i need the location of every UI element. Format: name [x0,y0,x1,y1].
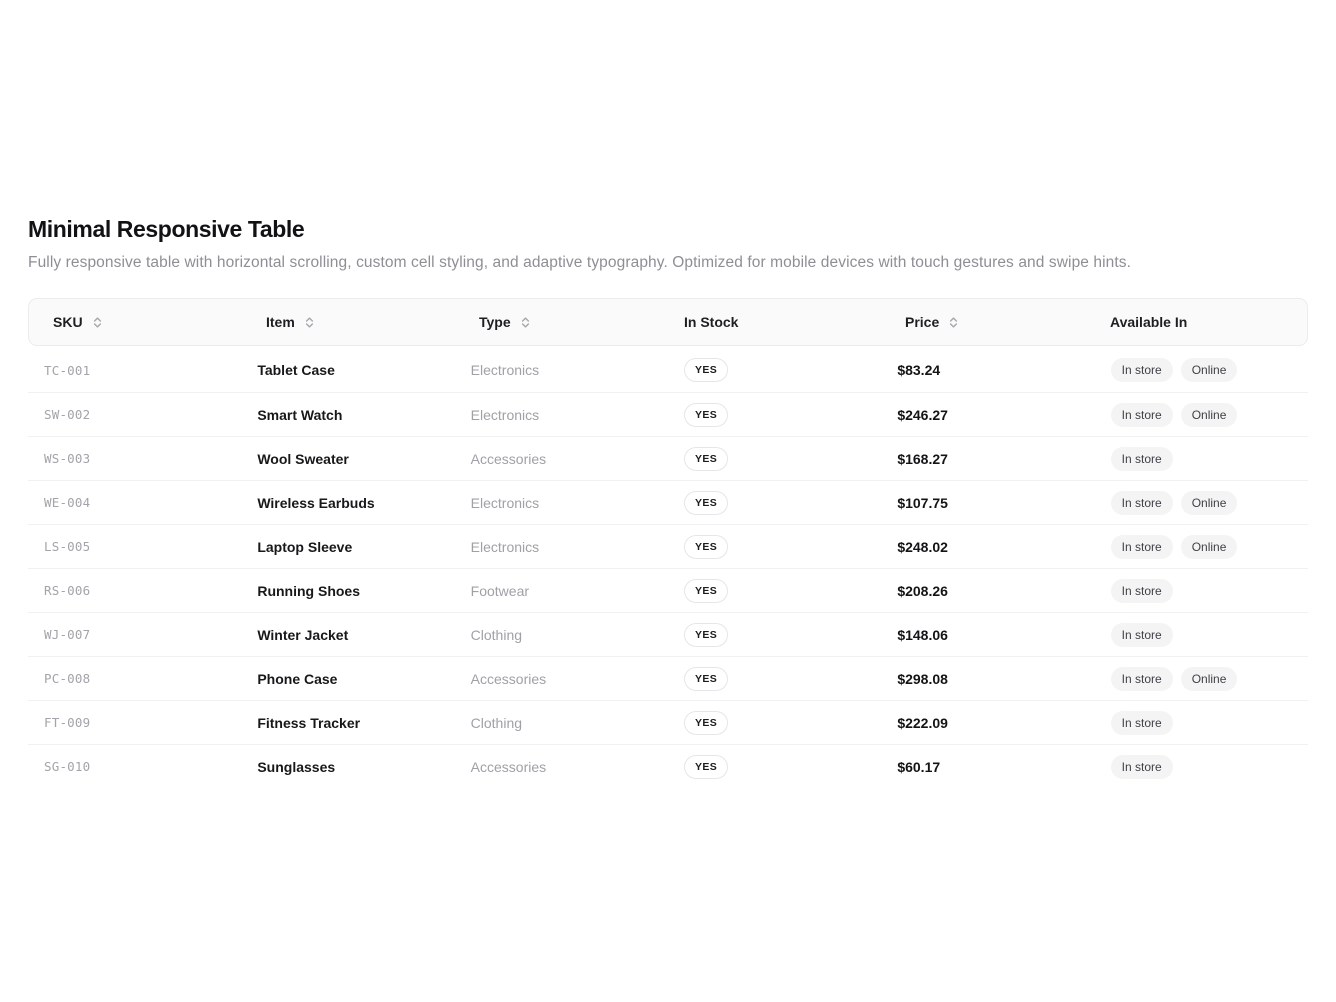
in-stock-badge: YES [684,711,728,735]
cell-in-stock [668,535,881,559]
table-row [28,524,1308,568]
cell-type: Clothing [470,714,523,731]
availability-badge: Online [1181,535,1238,559]
availability-badge: Online [1181,403,1238,427]
cell-item: Running Shoes [257,582,360,599]
availability-badge-group [1111,579,1173,603]
availability-badge: In store [1111,667,1173,691]
cell-in-stock [668,358,881,382]
cell-item: Laptop Sleeve [257,538,353,555]
column-header-price [881,314,1094,330]
cell-item: Smart Watch [257,406,343,423]
cell-type: Electronics [470,538,540,555]
cell-in-stock [668,491,881,515]
cell-item: Wool Sweater [257,450,349,467]
sort-icon [91,316,104,329]
table-row [28,700,1308,744]
cell-available-in [1095,667,1308,691]
sort-button-item[interactable] [258,314,324,330]
cell-price: $298.08 [897,670,948,687]
availability-badge: In store [1111,623,1173,647]
column-header-item [242,314,455,330]
column-header-sku [29,314,242,330]
availability-badge: In store [1111,579,1173,603]
table-row [28,568,1308,612]
cell-in-stock [668,711,881,735]
availability-badge: In store [1111,447,1173,471]
in-stock-badge: YES [684,358,728,382]
availability-badge: In store [1111,535,1173,559]
availability-badge-group [1111,711,1173,735]
cell-in-stock [668,623,881,647]
cell-available-in [1095,755,1308,779]
cell-item: Sunglasses [257,758,336,775]
table-body [28,348,1308,788]
availability-badge-group [1111,403,1238,427]
cell-item: Fitness Tracker [257,714,361,731]
sort-button-type[interactable] [471,314,540,330]
cell-price: $83.24 [897,362,941,378]
cell-in-stock [668,667,881,691]
table-row [28,744,1308,788]
cell-sku: WJ-007 [44,627,91,642]
column-header-label: Price [905,314,940,330]
table-row [28,480,1308,524]
cell-type: Footwear [470,582,530,599]
cell-sku: RS-006 [44,583,91,598]
page-subtitle: Fully responsive table with horizontal scrolling, custom cell styling, and adaptive typography. Optimized for mobile devices with touch gestures and swipe hints. [28,254,1132,271]
cell-item: Tablet Case [257,362,335,378]
cell-sku: WE-004 [44,495,91,510]
in-stock-badge: YES [684,623,728,647]
cell-sku: SG-010 [44,759,91,774]
cell-available-in [1095,491,1308,515]
cell-type: Accessories [470,450,547,467]
cell-price: $168.27 [897,450,948,467]
cell-price: $148.06 [897,626,948,643]
in-stock-badge: YES [684,447,728,471]
column-header-type [455,314,668,330]
cell-type: Accessories [470,670,547,687]
cell-type: Electronics [470,406,540,423]
availability-badge: Online [1181,667,1238,691]
sort-icon [947,316,960,329]
in-stock-badge: YES [684,403,728,427]
cell-price: $248.02 [897,538,948,555]
sort-button-sku[interactable] [45,314,112,330]
cell-available-in [1095,711,1308,735]
availability-badge-group [1111,755,1173,779]
cell-type: Electronics [470,494,540,511]
cell-available-in [1095,535,1308,559]
table-row [28,392,1308,436]
availability-badge-group [1111,358,1238,382]
cell-sku: LS-005 [44,539,91,554]
column-header-in-stock [668,314,881,330]
column-header-label: Item [266,314,295,330]
cell-item: Wireless Earbuds [257,494,375,511]
availability-badge-group [1111,447,1173,471]
cell-available-in [1095,623,1308,647]
page-title: Minimal Responsive Table [28,216,305,242]
cell-item: Winter Jacket [257,626,349,643]
sort-button-price[interactable] [897,314,968,330]
availability-badge: Online [1181,358,1238,382]
in-stock-badge: YES [684,755,728,779]
column-header-available-in [1094,314,1307,330]
cell-in-stock [668,579,881,603]
availability-badge-group [1111,623,1173,647]
cell-in-stock [668,755,881,779]
sort-icon [303,316,316,329]
column-header-label: Type [479,314,511,330]
availability-badge: In store [1111,403,1173,427]
cell-available-in [1095,358,1308,382]
cell-item: Phone Case [257,670,338,687]
cell-sku: FT-009 [44,715,91,730]
table-row [28,612,1308,656]
availability-badge-group [1111,667,1238,691]
cell-type: Electronics [470,362,540,378]
availability-badge: In store [1111,755,1173,779]
cell-in-stock [668,447,881,471]
cell-sku: WS-003 [44,451,91,466]
cell-sku: SW-002 [44,407,91,422]
cell-price: $60.17 [897,758,941,775]
cell-sku: PC-008 [44,671,91,686]
column-header-label: In Stock [684,314,739,330]
cell-in-stock [668,403,881,427]
availability-badge-group [1111,535,1238,559]
availability-badge: In store [1111,358,1173,382]
cell-sku: TC-001 [44,362,91,378]
in-stock-badge: YES [684,535,728,559]
column-header-label: Available In [1110,314,1188,330]
responsive-table [28,298,1308,788]
table-header-row [28,298,1308,346]
cell-available-in [1095,579,1308,603]
table-row [28,436,1308,480]
cell-available-in [1095,403,1308,427]
cell-type: Accessories [470,758,547,775]
availability-badge: In store [1111,711,1173,735]
cell-available-in [1095,447,1308,471]
table-row [28,656,1308,700]
cell-type: Clothing [470,626,523,643]
availability-badge: Online [1181,491,1238,515]
availability-badge: In store [1111,491,1173,515]
cell-price: $246.27 [897,406,948,423]
availability-badge-group [1111,491,1238,515]
cell-price: $208.26 [897,582,948,599]
cell-price: $107.75 [897,494,948,511]
column-header-label: SKU [53,314,83,330]
sort-icon [519,316,532,329]
table-row [28,348,1308,392]
cell-price: $222.09 [897,714,948,731]
in-stock-badge: YES [684,579,728,603]
in-stock-badge: YES [684,491,728,515]
in-stock-badge: YES [684,667,728,691]
